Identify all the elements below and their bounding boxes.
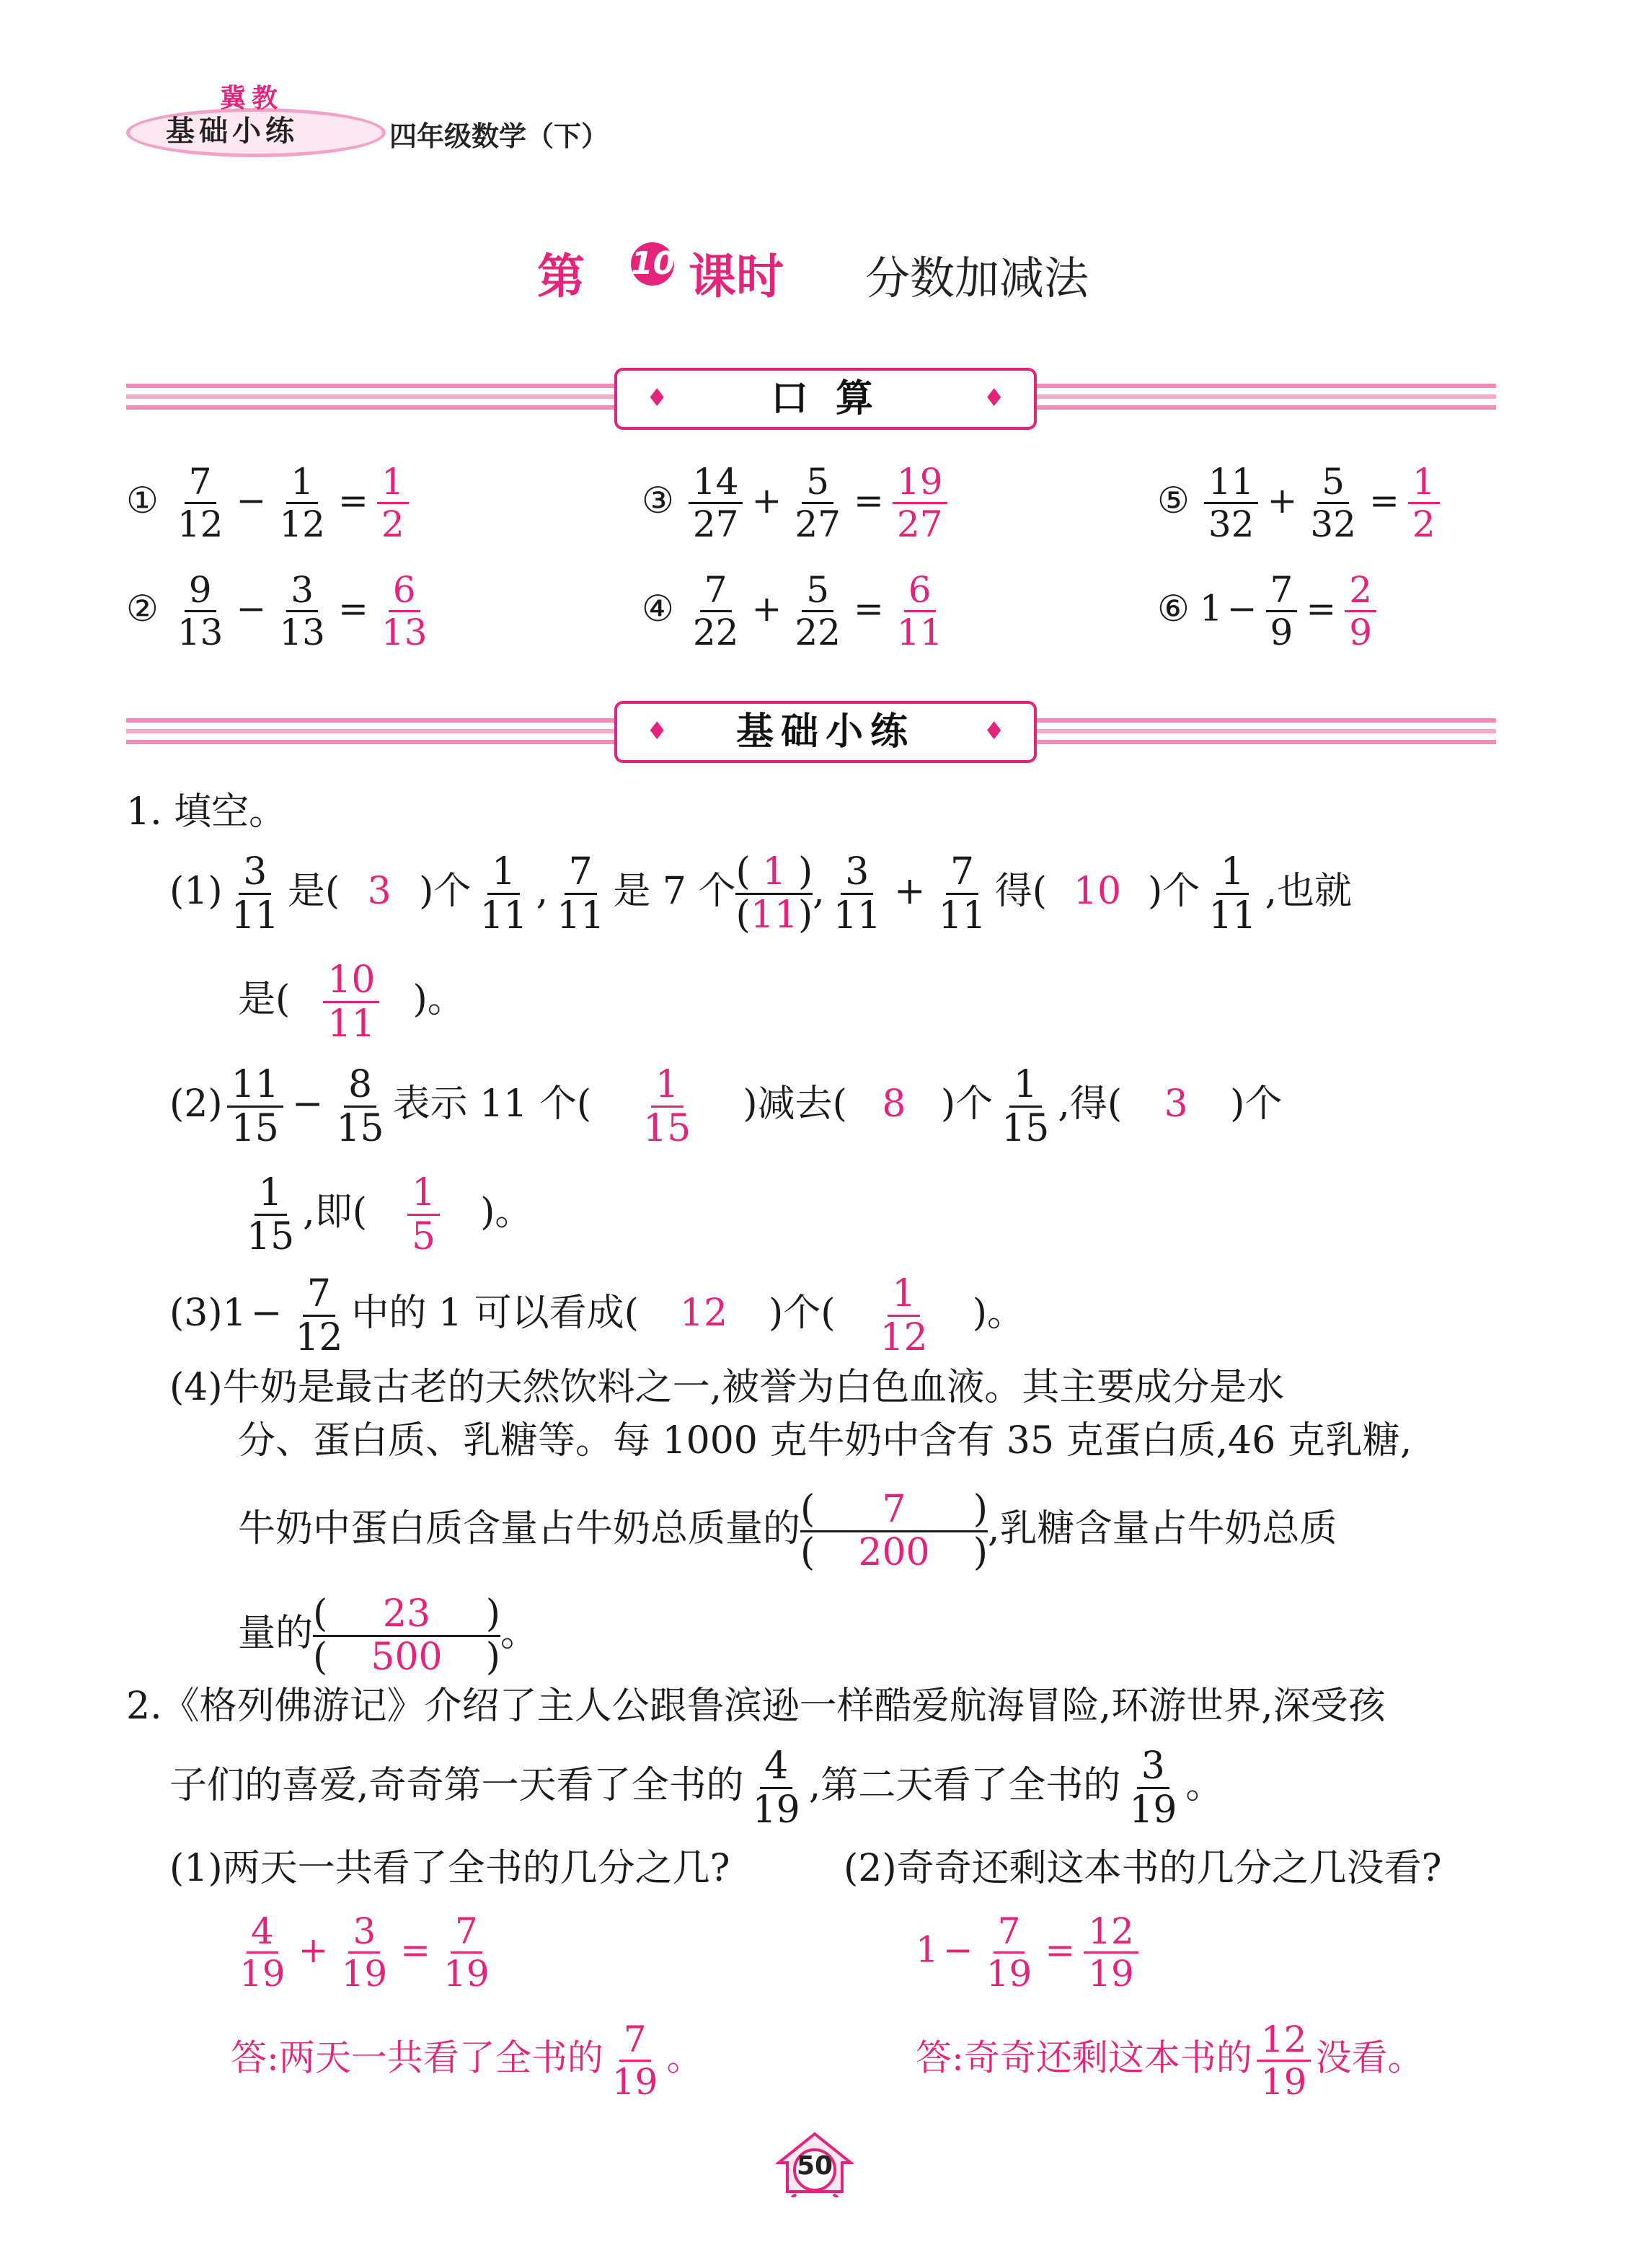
q2-sub1-answer: 答:两天一共看了全书的 $\frac{7}{19}$ 。 [231,2018,703,2103]
section-banner-basic [614,701,1037,763]
oral-item-2: ② $\frac{9}{13}$ − $\frac{3}{13}$ = $\frac{6}{13}$ [126,569,428,653]
answer-fraction-blank: ( 23 ) ( 500 ) [313,1592,501,1680]
q1-part4-line4: 量的 ( 23 ) ( 500 ) 。 [238,1592,539,1680]
q1-part4-line2: 分、蛋白质、乳糖等。每 1000 克牛奶中含有 35 克蛋白质,46 克乳糖, [238,1419,1412,1462]
lesson-topic: 分数加减法 [865,252,1089,304]
section-title: 口 算 [770,377,881,420]
lesson-number-badge: 10 [631,242,674,286]
oral-item-3: ③ $\frac{14}{27}$ + $\frac{5}{27}$ = $\frac{19}{27}$ [642,462,952,544]
q1-part1-line2: 是( $\frac{10}{11}$ )。 [238,958,465,1046]
series-label: 基础小练 [166,115,298,148]
oral-item-6: ⑥ 1 − $\frac{7}{9}$ = $\frac{2}{9}$ [1157,570,1381,653]
lesson-prefix: 第 [537,249,585,304]
publisher-label: 冀教 [220,84,284,113]
q2-sub1-calc: $\frac{4}{19}$ + $\frac{3}{19}$ = $\frac{7}{19}$ [239,1910,490,1995]
q1-part4-line1: (4)牛奶是最古老的天然饮料之一,被誉为白色血液。其主要成分是水 [169,1366,1285,1409]
q2-sub2-answer: 答:奇奇还剩这本书的 $\frac{12}{19}$ 没看。 [916,2018,1424,2103]
q1-part4-line3: 牛奶中蛋白质含量占牛奶总质量的 ( 7 ) ( 200 ) ,乳糖含量占牛奶总质 [238,1488,1337,1575]
oral-item-5: ⑤ $\frac{11}{32}$ + $\frac{5}{32}$ = $\frac{1}{2}$ [1157,462,1444,544]
q1-title: 1. 填空。 [126,790,287,834]
answer-fraction-blank: ( 1 ) ( 11 ) [735,850,813,937]
answer-blank: 3 [367,870,391,914]
q2-line2: 子们的喜爱,奇奇第一天看了全书的 $\frac{4}{19}$ ,第二天看了全书的 $\frac{3}{19}$ 。 [169,1744,1224,1832]
grade-label: 四年级数学（下） [389,120,609,152]
q2-line1: 2.《格列佛游记》介绍了主人公跟鲁滨逊一样酷爱航海冒险,环游世界,深受孩 [126,1685,1386,1728]
q1-part2-line1: (2) $\frac{11}{15}$ − $\frac{8}{15}$ 表示 11 个( $\frac{1}{15}$ )减去( 8 )个 $\frac{1}{15}$ ,得( 3 )个 [169,1063,1283,1151]
answer-fraction: $\frac{1}{5}$ [407,1172,440,1258]
answer-fraction: $\frac{1}{12}$ [880,1272,928,1360]
answer-blank: 12 [679,1292,728,1336]
diamond-icon: ♦ [983,717,1005,746]
q2-sub1-question: (1)两天一共看了全书的几分之几? [169,1847,730,1890]
answer-fraction: $\frac{1}{15}$ [643,1063,691,1151]
page-number: 50 [796,2151,833,2181]
q1-part1-line1: (1) $\frac{3}{11}$ 是( 3 )个 $\frac{1}{11}$ , $\frac{7}{11}$ 是 7 个 ( 1 ) ( 11 ) , $\frac{3}{11}$ + $\frac{7}{11}$ 得( 10 )个 $\frac{1}{11}$ ,也就 [169,850,1352,938]
q1-part3: (3)1 − $\frac{7}{12}$ 中的 1 可以看成( 12 )个( $\frac{1}{12}$ )。 [169,1272,1025,1360]
q1-part2-line2: $\frac{1}{15}$ ,即( $\frac{1}{5}$ )。 [247,1171,533,1259]
diamond-icon: ♦ [983,384,1005,412]
section-title: 基础小练 [735,710,915,754]
oral-item-1: ① $\frac{7}{12}$ − $\frac{1}{12}$ = $\frac{1}{2}$ [126,462,413,544]
answer-blank: 10 [1073,870,1122,914]
q2-sub2-calc: 1 − $\frac{7}{19}$ = $\frac{12}{19}$ [916,1911,1143,1994]
oral-item-4: ④ $\frac{7}{22}$ + $\frac{5}{22}$ = $\frac{6}{11}$ [642,569,943,653]
diamond-icon: ♦ [646,717,668,746]
answer-fraction: $\frac{10}{11}$ [323,959,379,1045]
lesson-suffix: 课时 [689,249,784,304]
answer-blank: 3 [1164,1082,1188,1126]
answer-fraction-blank: ( 7 ) ( 200 ) [800,1488,988,1575]
diamond-icon: ♦ [646,384,668,412]
section-banner-oral [614,368,1037,430]
answer-blank: 8 [882,1082,906,1126]
q2-sub2-question: (2)奇奇还剩这本书的几分之几没看? [844,1847,1442,1890]
page-number-badge [776,2131,854,2197]
